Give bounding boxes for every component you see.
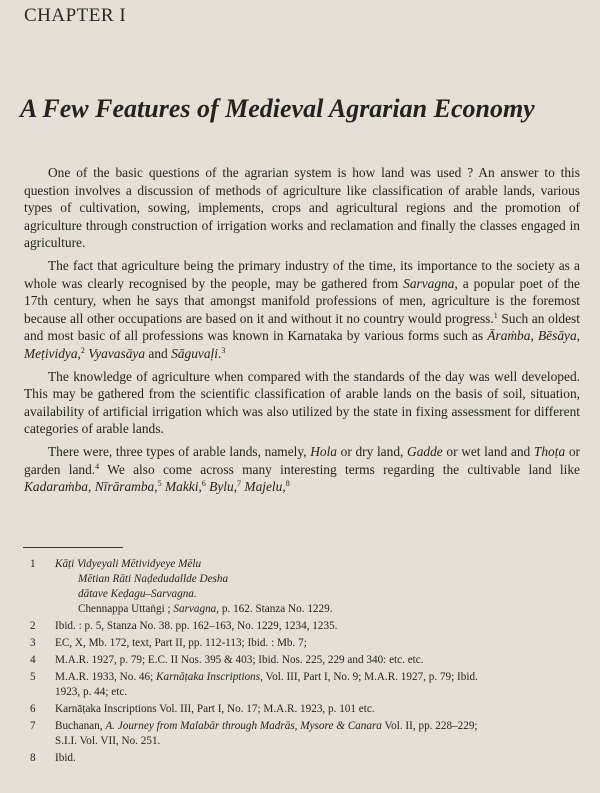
- footnote-8: 8 Ibid.: [30, 752, 76, 764]
- footnote-ref-4: 4: [95, 461, 100, 471]
- term-aramba: Āraṁba: [487, 328, 531, 344]
- chapter-label: CHAPTER I: [24, 5, 127, 26]
- footnote-1: 1 Kāṭi Vidyeyali Mētividyeye Mēlu Mētian Rāti Naḍedudallde Desha dātave Keḍagu–Sarvagna. Chennappa Uttaṅgi ; Sarvagna, p. 162. Stanza No. 1229.: [30, 557, 578, 617]
- footnote-ref-7: 7: [237, 479, 242, 489]
- term-thota: Thoṭa: [533, 443, 566, 459]
- footnote-ref-5: 5: [157, 479, 162, 489]
- term-saguvali: Sāguvaḷi: [171, 345, 218, 361]
- paragraph-3: The knowledge of agriculture when compared with the standards of the day was well developed. This may be gathered from the scientific classification of arable lands on the basis of soil, situation, availability of artificial irrigation which was also utilized by the state in fixing assessment for different categories of arable lands.: [24, 368, 580, 437]
- term-makki: Makki: [164, 479, 199, 495]
- term-metividya: Meṭividya: [24, 345, 78, 361]
- paragraph-1: One of the basic questions of the agrarian system is how land was used ? An answer to this question involves a discussion of methods of agriculture like classification of arable lands, various types of cultivation, sowing, implements, crops and agricultural regions and the promotion of agriculture through construction of irrigation works and reclamation and finally the classes engaged in agriculture.: [24, 165, 580, 251]
- footnote-2: 2 Ibid. : p. 5, Stanza No. 38. pp. 162–163, No. 1229, 1234, 1235.: [30, 620, 338, 632]
- footnote-ref-1: 1: [493, 310, 498, 320]
- footnote-6: 6 Karnāṭaka Inscriptions Vol. III, Part I, No. 17; M.A.R. 1923, p. 101 etc.: [30, 703, 375, 715]
- term-kadaramba: Kadaraṁba: [24, 479, 88, 495]
- term-hola: Hola: [310, 443, 337, 459]
- paragraph-2: The fact that agriculture being the primary industry of the time, its importance to the society as a whole was clearly recognised by the people, may be gathered from Sarvagna, a popular poet of the 17th century, when he says that amongst manifold professions of men, agriculture is the foremost because all other occupations are based on it and without it no country would progress.$^1$ Such an oldest and most basic of all professions was known in Karnataka by various forms such as Āraṁba, Bēsāya, Meṭividya,$^2$ Vyavasāya and Sāguvaḷi.$^3$: [24, 257, 581, 361]
- footnote-5: 5 M.A.R. 1933, No. 46; Karnāṭaka Inscriptions, Vol. III, Part I, No. 9; M.A.R. 1927, p. 79; Ibid. 1923, p. 44; etc.: [30, 671, 478, 698]
- footnotes: [30, 557, 578, 768]
- footnote-ref-6: 6: [201, 479, 206, 489]
- term-vyavasaya: Vyavasāya: [88, 345, 146, 361]
- term-gadde: Gadde: [407, 443, 443, 459]
- verse-line: dātave Keḍagu–Sarvagna.: [78, 588, 197, 600]
- term-majelu: Majelu: [244, 479, 283, 495]
- term-niraramba: Nīrāramba: [94, 479, 155, 495]
- verse-line: Kāṭi Vidyeyali Mētividyeye Mēlu: [55, 558, 202, 570]
- footnote-4: 4 M.A.R. 1927, p. 79; E.C. II Nos. 395 & 403; Ibid. Nos. 225, 229 and 340: etc. etc.: [30, 654, 424, 666]
- term-besaya: Bēsāya: [537, 328, 577, 344]
- footnote-3: 3 EC, X, Mb. 172, text, Part II, pp. 112-113; Ibid. : Mb. 7;: [30, 637, 307, 649]
- body-text: [24, 164, 580, 496]
- footnote-7: 7 Buchanan, A. Journey from Malabār through Madrās, Mysore & Canara Vol. II, pp. 228–229; S.I.I. Vol. VII, No. 251.: [30, 720, 478, 747]
- paragraph-4: There were, three types of arable lands, namely, Hola or dry land, Gadde or wet land and Thoṭa or garden land.$^4$ We also come across many interesting terms regarding the cultivable land like Kadaraṁba, Nīrāramba,$^5$ Makki,$^6$ Bylu,$^7$ Majelu,$^8$: [24, 443, 581, 495]
- footnote-divider: [23, 547, 123, 548]
- footnote-ref-2: 2: [80, 345, 85, 355]
- term-bylu: Bylu: [209, 479, 234, 495]
- footnote-ref-3: 3: [221, 345, 226, 355]
- term-sarvagna: Sarvagna: [403, 275, 455, 291]
- verse-line: Mētian Rāti Naḍedudallde Desha: [78, 573, 229, 585]
- footnote-ref-8: 8: [285, 479, 290, 489]
- page-title: A Few Features of Medieval Agrarian Economy: [20, 94, 535, 123]
